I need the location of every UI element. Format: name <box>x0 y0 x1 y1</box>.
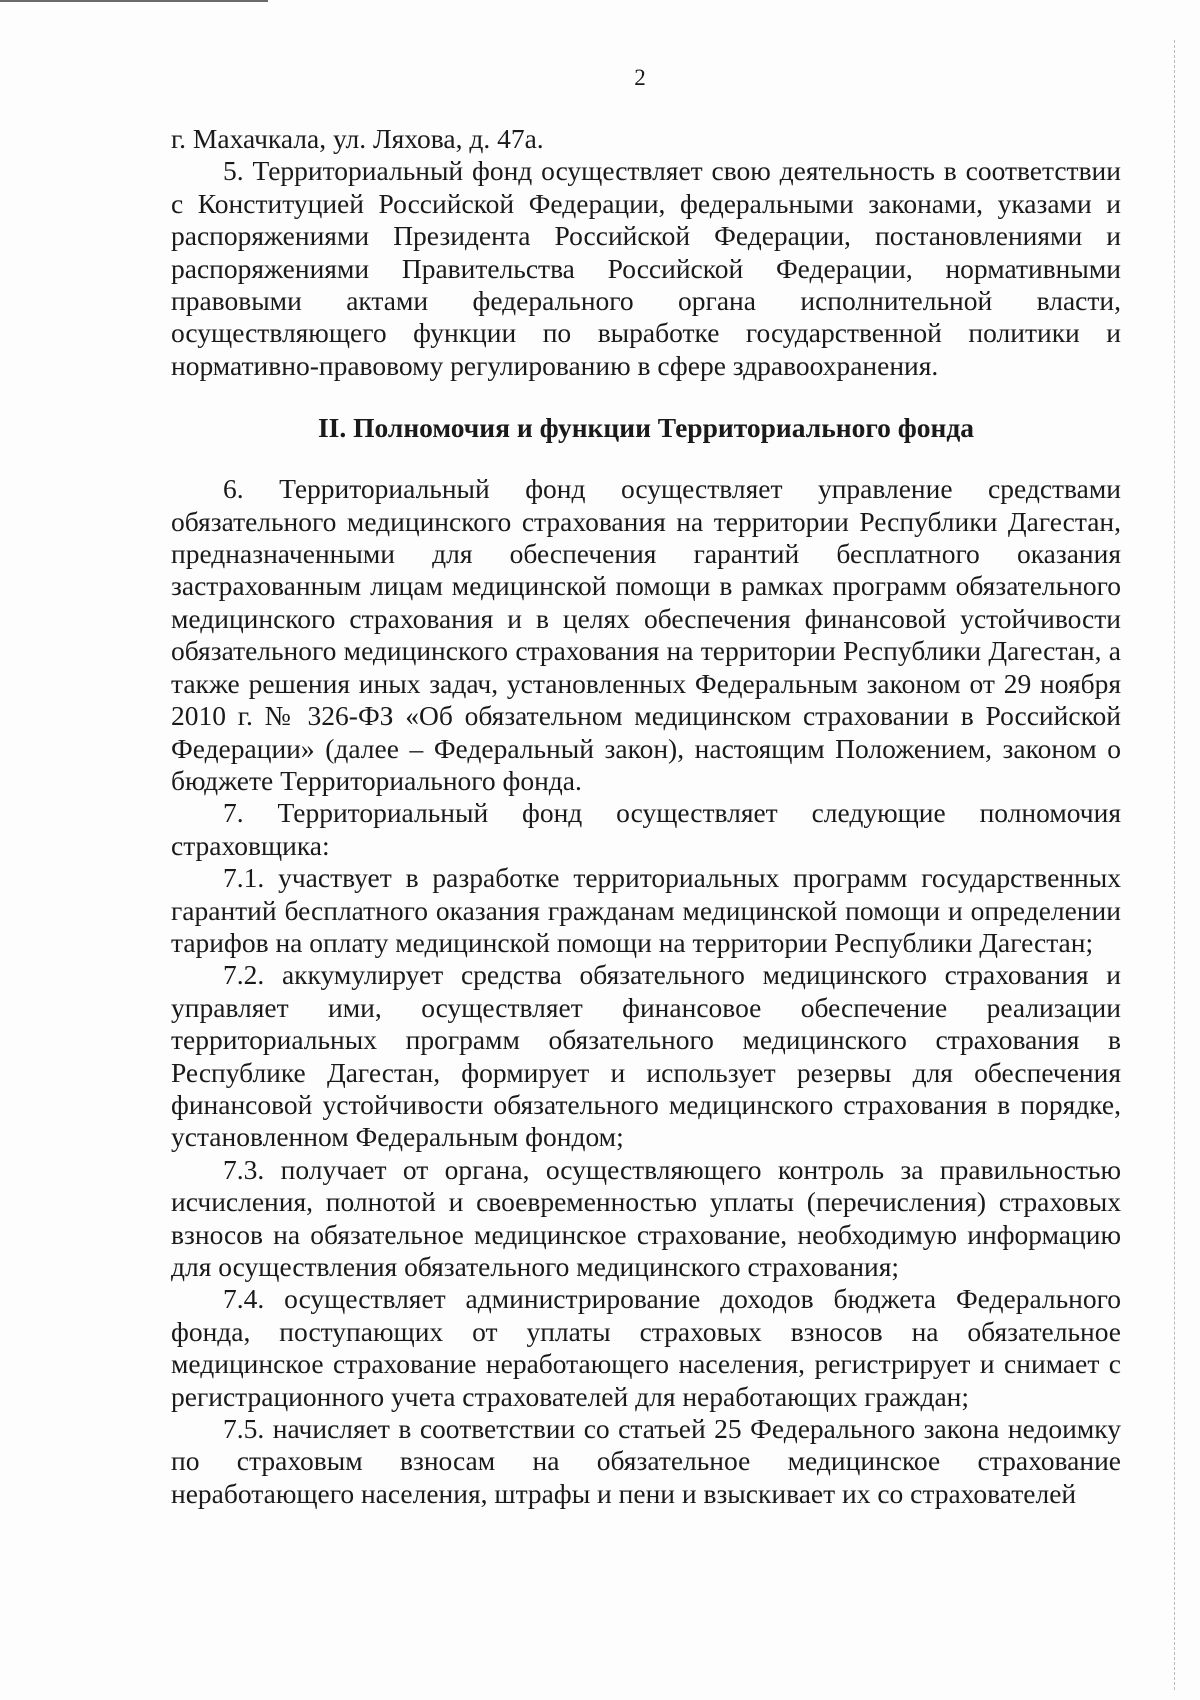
paragraph-7-2: 7.2. аккумулирует средства обязательного медицинского страхования и управляет ими, осуществляет финансовое обеспечение реализации территориальных программ обязательного медицинского страхования в Республике Дагестан, формирует и использует резервы для обеспечения финансовой устойчивости обязательного медицинского страхования в порядке, установленном Федеральным фондом; <box>171 959 1121 1153</box>
section-heading: II. Полномочия и функции Территориального фонда <box>317 412 975 444</box>
paragraph-5: 5. Территориальный фонд осуществляет свою деятельность в соответствии с Конституцией Российской Федерации, федеральными законами, указами и распоряжениями Президента Российской Федерации, постановлениями и распоряжениями Правительства Российской Федерации, нормативными правовыми актами федерального органа исполнительной власти, осуществляющего функции по выработке государственной политики и нормативно-правовому регулированию в сфере здравоохранения. <box>171 155 1121 381</box>
scan-edge-dashes <box>1174 40 1175 1690</box>
scan-edge-line <box>0 0 268 2</box>
paragraph-7-5: 7.5. начисляет в соответствии со статьей 25 Федерального закона недоимку по страховым взносам на обязательное медицинское страхование неработающего населения, штрафы и пени и взыскивает их со страхователей <box>171 1413 1121 1509</box>
paragraph-7-4: 7.4. осуществляет администрирование доходов бюджета Федерального фонда, поступающих от уплаты страховых взносов на обязательное медицинское страхование неработающего населения, регистрирует и снимает с регистрационного учета страхователей для неработающих граждан; <box>171 1283 1121 1412</box>
paragraph-7-3: 7.3. получает от органа, осуществляющего контроль за правильностью исчисления, полнотой и своевременностью уплаты (перечисления) страховых взносов на обязательное медицинское страхование, необходимую информацию для осуществления обязательного медицинского страхования; <box>171 1153 1121 1282</box>
paragraph-6: 6. Территориальный фонд осуществляет управление средствами обязательного медицинского страхования на территории Республики Дагестан, предназначенными для обеспечения гарантий бесплатного оказания застрахованным лицам медицинской помощи в рамках программ обязательного медицинского страхования и в целях обеспечения финансовой устойчивости обязательного медицинского страхования на территории Республики Дагестан, а также решения иных задач, установленных Федеральным законом от 29 ноября 2010 г. № 326-ФЗ «Об обязательном медицинском страховании в Российской Федерации» (далее – Федеральный закон), настоящим Положением, законом о бюджете Территориального фонда. <box>171 473 1121 796</box>
page-number: 2 <box>634 65 646 90</box>
document-body <box>171 123 1121 1510</box>
address-line: г. Махачкала, ул. Ляхова, д. 47а. <box>171 123 544 154</box>
paragraph-7-1: 7.1. участвует в разработке территориальных программ государственных гарантий бесплатного оказания гражданам медицинской помощи и определении тарифов на оплату медицинской помощи на территории Республики Дагестан; <box>171 862 1121 958</box>
paragraph-7: 7. Территориальный фонд осуществляет следующие полномочия страховщика: <box>171 797 1121 861</box>
